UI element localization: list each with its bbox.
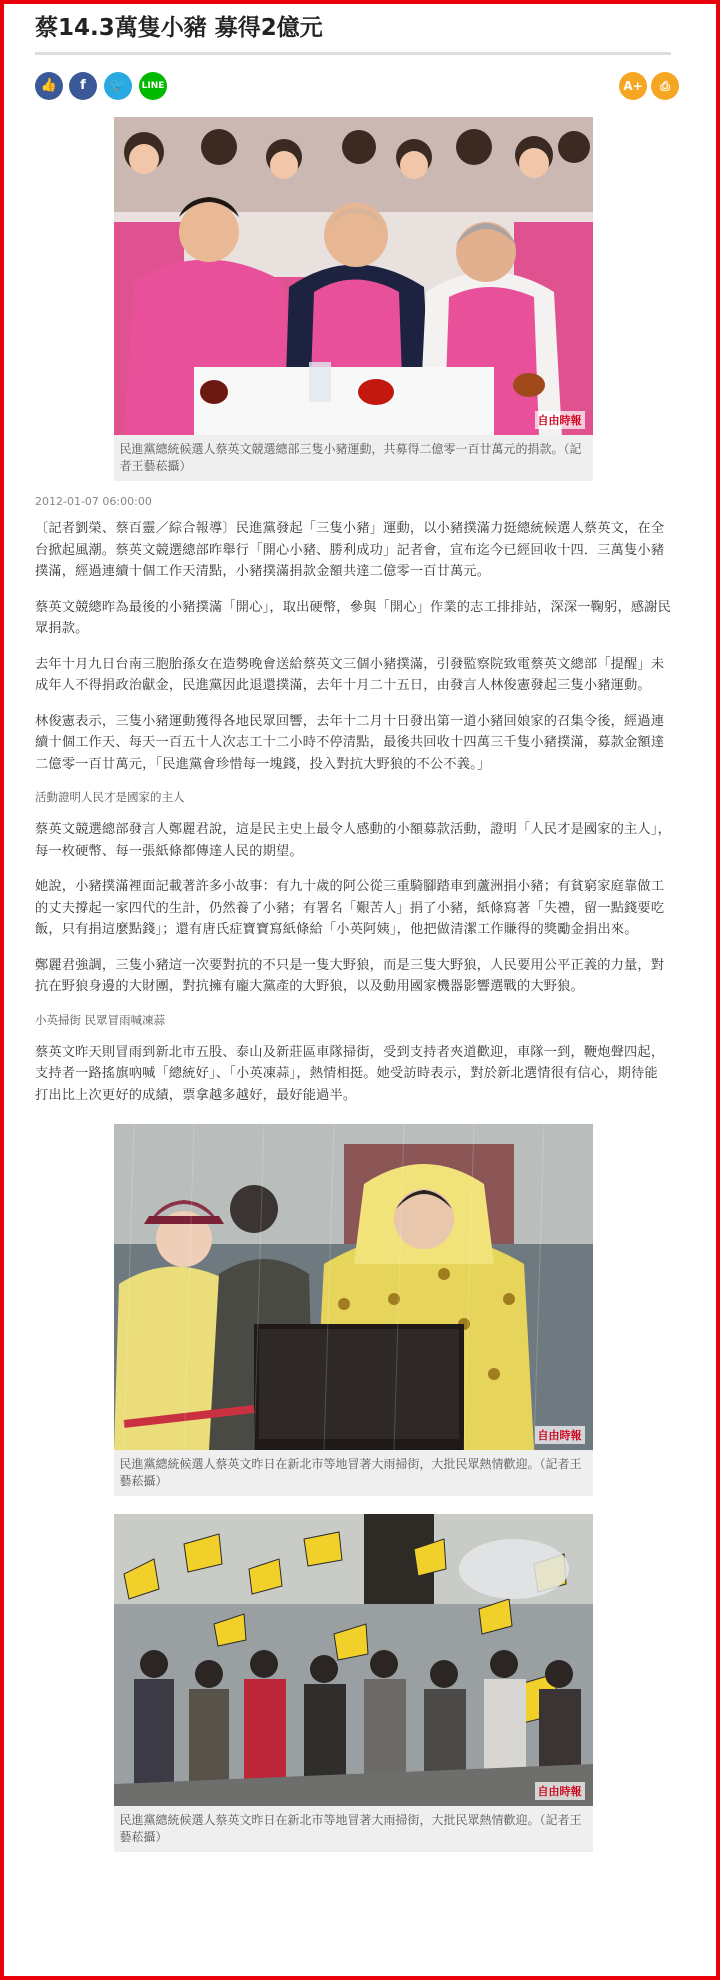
like-icon[interactable]: 👍 <box>35 72 63 100</box>
paragraph-2: 蔡英文競總昨為最後的小豬撲滿「開心」，取出硬幣，參與「開心」作業的志工排排站，深深一鞠躬，感謝民眾捐款。 <box>35 599 671 636</box>
article <box>35 0 671 1852</box>
publish-date: 2012-01-07 06:00:00 <box>35 495 152 508</box>
photo-3-art <box>114 1514 593 1806</box>
photo-figure-2 <box>114 1124 593 1496</box>
title-divider <box>35 52 671 55</box>
photo-flag-crowd <box>114 1514 593 1806</box>
newspaper-logo: 自由時報 <box>535 1782 585 1800</box>
paragraph-5: 蔡英文競選總部發言人鄭麗君說，這是民主史上最令人感動的小額募款活動，證明「人民才是國家的主人」，每一枚硬幣、每一張紙條都傳達人民的期望。 <box>35 822 671 859</box>
paragraph-3: 去年十月九日台南三胞胎孫女在造勢晚會送給蔡英文三個小豬撲滿，引發監察院致電蔡英文總部「提醒」未成年人不得捐政治獻金，民進黨因此退還撲滿，去年十月二十五日，由發言人林俊憲發起三隻小豬運動。 <box>35 656 665 693</box>
paragraph-4: 林俊憲表示，三隻小豬運動獲得各地民眾回響，去年十二月十日發出第一道小豬回娘家的召集令後，經過連續十個工作天、每天一百五十人次志工十二小時不停清點，最後共回收十四萬三千隻小豬撲滿，募款金額達二億零一百廿萬元，「民進黨會珍惜每一塊錢，投入對抗大野狼的不公不義。」 <box>35 713 665 772</box>
paragraph-6: 她說，小豬撲滿裡面記載著許多小故事：有九十歲的阿公從三重騎腳踏車到蘆洲捐小豬；有貧窮家庭靠做工的丈夫撐起一家四代的生計，仍然養了小豬；有署名「艱苦人」捐了小豬，紙條寫著「失禮，留一點錢要吃飯，只有捐這麼點錢」；還有唐氏症寶寶寫紙條給「小英阿姨」，他把做清潔工作賺得的獎勵金捐出來。 <box>35 879 665 937</box>
paragraph-7: 鄭麗君強調，三隻小豬這一次要對抗的不只是一隻大野狼，而是三隻大野狼，人民要用公平正義的力量，對抗在野狼身邊的大財團，對抗擁有龐大黨產的大野狼，以及動用國家機器影響選戰的大野狼。 <box>35 957 665 994</box>
photo-caption-2: 民進黨總統候選人蔡英文昨日在新北市等地冒著大雨掃街，大批民眾熱情歡迎。（記者王藝菘攝） <box>114 1450 593 1496</box>
line-share-icon[interactable]: LINE <box>139 72 167 100</box>
print-icon[interactable]: ⎙ <box>651 72 679 100</box>
paragraph-8: 蔡英文昨天則冒雨到新北市五股、泰山及新莊區車隊掃街，受到支持者夾道歡迎，車隊一到，鞭炮聲四起，支持者一路搖旗吶喊「總統好」、「小英凍蒜」，熱情相挺。她受訪時表示，對於新北選情很有信心，期待能打出比上次更好的成績，票拿越多越好，最好能過半。 <box>35 1044 665 1103</box>
page-title: 蔡14.3萬隻小豬 募得2億元 <box>35 15 323 41</box>
photo-rain-parade <box>114 1124 593 1450</box>
subheading-1: 活動證明人民才是國家的主人 <box>35 790 185 804</box>
photo-caption-3: 民進黨總統候選人蔡英文昨日在新北市等地冒著大雨掃街，大批民眾熱情歡迎。（記者王藝菘攝） <box>114 1806 593 1852</box>
paragraph-1: 〔記者劉榮、蔡百靈／綜合報導〕民進黨發起「三隻小豬」運動，以小豬撲滿力挺總統候選人蔡英文，在全台掀起風潮。蔡英文競選總部昨舉行「開心小豬、勝利成功」記者會，宣布迄今已經回收十四．三萬隻小豬撲滿，經過連續十個工作天清點，小豬撲滿捐款金額共達二億零一百廿萬元。 <box>35 521 665 579</box>
facebook-share-icon[interactable]: f <box>69 72 97 100</box>
photo-figure-1 <box>114 117 593 481</box>
photo-piggy-bank-event <box>114 117 593 435</box>
photo-1-art <box>114 117 593 435</box>
photo-figure-3 <box>114 1514 593 1852</box>
twitter-share-icon[interactable]: 🐦 <box>104 72 132 100</box>
photo-2-art <box>114 1124 593 1450</box>
subheading-2: 小英掃街 民眾冒雨喊凍蒜 <box>35 1012 166 1027</box>
newspaper-logo: 自由時報 <box>535 1426 585 1444</box>
newspaper-logo: 自由時報 <box>535 411 585 429</box>
photo-caption-1: 民進黨總統候選人蔡英文競選總部三隻小豬運動，共募得二億零一百廿萬元的捐款。（記者王藝菘攝） <box>114 435 593 481</box>
font-size-icon[interactable]: A+ <box>619 72 647 100</box>
share-toolbar <box>35 69 671 103</box>
